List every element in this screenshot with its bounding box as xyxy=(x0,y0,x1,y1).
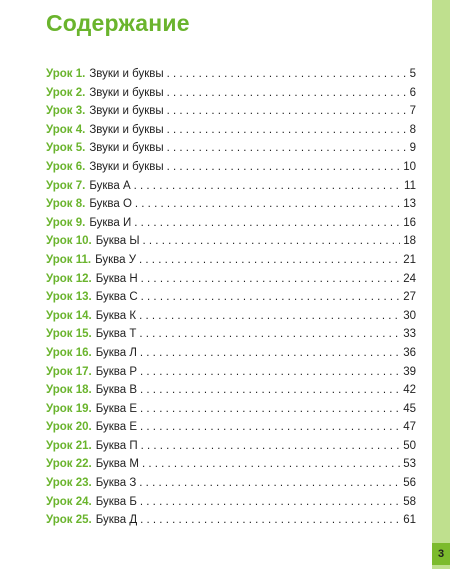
toc-entry-topic: Буква О xyxy=(89,198,132,211)
toc-entry-topic: Звуки и буквы xyxy=(89,68,164,80)
toc-entry-page-number: 61 xyxy=(403,514,416,527)
toc-entry-lesson: Урок 11. xyxy=(46,253,92,266)
toc-entry-lesson: Урок 25. xyxy=(46,514,92,527)
toc-entry-lesson: Урок 4. xyxy=(46,123,86,136)
toc-entry-lesson: Урок 3. xyxy=(46,105,86,118)
toc-entry-topic: Буква Б xyxy=(95,495,137,508)
toc-entry-topic: Звуки и буквы xyxy=(89,123,164,136)
toc-entry-page-number: 33 xyxy=(403,328,416,341)
toc-entry-dot-leader xyxy=(135,198,400,210)
toc-entry xyxy=(46,291,416,310)
toc-entry-dot-leader xyxy=(167,87,407,99)
toc-entry-page-number: 21 xyxy=(403,253,416,266)
toc-entry-topic: Буква Д xyxy=(95,514,138,527)
toc-entry-page-number: 42 xyxy=(403,384,416,397)
toc-entry xyxy=(46,310,416,329)
toc-entry xyxy=(46,254,416,273)
toc-entry-lesson: Урок 9. xyxy=(46,216,86,229)
toc-entry-dot-leader xyxy=(139,310,400,322)
page-title: Содержание xyxy=(46,10,190,36)
toc-entry xyxy=(46,366,416,385)
toc-entry-topic: Буква С xyxy=(95,291,138,304)
toc-entry xyxy=(46,235,416,254)
toc-entry-page-number: 11 xyxy=(404,179,416,192)
toc-entry-topic: Буква З xyxy=(95,477,137,490)
toc-entry-topic: Звуки и буквы xyxy=(89,142,164,155)
toc-entry-lesson: Урок 2. xyxy=(46,86,86,99)
toc-entry xyxy=(46,421,416,440)
toc-entry-page-number: 27 xyxy=(403,291,416,304)
toc-entry-lesson: Урок 15. xyxy=(46,328,92,341)
toc-entry xyxy=(46,68,416,87)
toc-entry-dot-leader xyxy=(134,180,401,192)
toc-entry-page-number: 58 xyxy=(403,495,416,508)
toc-entry-lesson: Урок 19. xyxy=(46,402,92,415)
toc-entry-page-number: 16 xyxy=(403,216,416,229)
toc-entry-topic: Буква Т xyxy=(95,328,137,341)
toc-entry xyxy=(46,105,416,124)
toc-entry-lesson: Урок 10. xyxy=(46,235,92,248)
toc-entry-topic: Буква Н xyxy=(95,272,138,285)
page-number-tab: 3 xyxy=(432,543,450,565)
toc-entry-dot-leader xyxy=(143,235,401,247)
toc-entry-page-number: 6 xyxy=(409,86,416,99)
toc-entry-page-number: 13 xyxy=(403,198,416,211)
toc-entry-dot-leader xyxy=(139,328,400,340)
toc-entry-dot-leader xyxy=(167,68,407,80)
toc-entry xyxy=(46,496,416,515)
toc-entry-topic: Буква М xyxy=(95,458,139,471)
toc-entry-dot-leader xyxy=(140,366,400,378)
toc-entry-topic: Звуки и буквы xyxy=(89,160,164,173)
toc-entry-lesson: Урок 13. xyxy=(46,291,92,304)
toc-entry-lesson: Урок 23. xyxy=(46,477,92,490)
toc-entry-topic: Буква И xyxy=(89,216,132,229)
toc-entry-lesson: Урок 21. xyxy=(46,439,92,452)
toc-entry xyxy=(46,477,416,496)
toc-entry-page-number: 53 xyxy=(403,458,416,471)
toc-entry-lesson: Урок 6. xyxy=(46,160,86,173)
toc-entry-dot-leader xyxy=(141,440,401,452)
toc-entry xyxy=(46,161,416,180)
toc-entry-page-number: 30 xyxy=(403,309,416,322)
toc-entry-dot-leader xyxy=(140,403,400,415)
toc-entry-page-number: 5 xyxy=(409,68,416,80)
toc-entry xyxy=(46,273,416,292)
toc-entry-dot-leader xyxy=(140,514,400,526)
toc-entry-dot-leader xyxy=(167,105,407,117)
toc-entry-topic: Буква Л xyxy=(95,346,137,359)
toc-entry-lesson: Урок 5. xyxy=(46,142,86,155)
table-of-contents xyxy=(46,68,416,533)
toc-entry-lesson: Урок 17. xyxy=(46,365,92,378)
toc-entry-page-number: 36 xyxy=(403,346,416,359)
toc-entry-topic: Звуки и буквы xyxy=(89,105,164,118)
toc-entry-page-number: 39 xyxy=(403,365,416,378)
toc-entry-page-number: 9 xyxy=(409,142,416,155)
toc-entry xyxy=(46,514,416,533)
toc-entry-page-number: 24 xyxy=(403,272,416,285)
toc-entry-topic: Буква Е xyxy=(95,402,138,415)
toc-entry-dot-leader xyxy=(141,291,401,303)
toc-entry-dot-leader xyxy=(140,384,400,396)
toc-entry-dot-leader xyxy=(140,421,400,433)
toc-entry xyxy=(46,347,416,366)
toc-entry-topic: Буква Ы xyxy=(95,235,140,248)
toc-entry-lesson: Урок 24. xyxy=(46,495,92,508)
toc-entry-page-number: 7 xyxy=(409,105,416,118)
toc-entry xyxy=(46,328,416,347)
toc-entry-dot-leader xyxy=(167,124,407,136)
toc-entry-page-number: 47 xyxy=(403,421,416,434)
toc-entry-dot-leader xyxy=(142,458,400,470)
toc-entry-page-number: 18 xyxy=(403,235,416,248)
toc-entry xyxy=(46,142,416,161)
toc-entry-lesson: Урок 18. xyxy=(46,384,92,397)
toc-entry-topic: Буква А xyxy=(89,179,131,192)
toc-entry-dot-leader xyxy=(167,161,401,173)
toc-entry-page-number: 45 xyxy=(403,402,416,415)
toc-entry-dot-leader xyxy=(140,347,400,359)
toc-entry-topic: Буква П xyxy=(95,439,138,452)
toc-entry xyxy=(46,440,416,459)
toc-entry-dot-leader xyxy=(139,477,400,489)
toc-entry-topic: Буква К xyxy=(95,309,137,322)
toc-entry-topic: Буква Р xyxy=(95,365,138,378)
toc-entry-dot-leader xyxy=(167,142,407,154)
page-edge-stripe xyxy=(432,0,450,569)
toc-entry-topic: Буква Е xyxy=(95,421,138,434)
toc-entry-lesson: Урок 16. xyxy=(46,346,92,359)
toc-entry-page-number: 56 xyxy=(403,477,416,490)
toc-entry-topic: Звуки и буквы xyxy=(89,86,164,99)
toc-entry xyxy=(46,217,416,236)
toc-entry-dot-leader xyxy=(139,254,400,266)
toc-entry-lesson: Урок 20. xyxy=(46,421,92,434)
toc-entry xyxy=(46,458,416,477)
toc-entry-lesson: Урок 8. xyxy=(46,198,86,211)
toc-entry-lesson: Урок 22. xyxy=(46,458,92,471)
toc-entry-lesson: Урок 12. xyxy=(46,272,92,285)
toc-entry xyxy=(46,384,416,403)
toc-entry xyxy=(46,198,416,217)
toc-entry-page-number: 10 xyxy=(403,160,416,173)
toc-entry xyxy=(46,124,416,143)
toc-entry-topic: Буква В xyxy=(95,384,138,397)
toc-entry-dot-leader xyxy=(140,496,400,508)
toc-entry xyxy=(46,87,416,106)
toc-entry-page-number: 8 xyxy=(409,123,416,136)
toc-entry-topic: Буква У xyxy=(95,253,137,266)
toc-entry-page-number: 50 xyxy=(403,439,416,452)
toc-entry xyxy=(46,180,416,199)
toc-entry-lesson: Урок 1. xyxy=(46,68,86,80)
toc-entry-lesson: Урок 7. xyxy=(46,179,86,192)
toc-entry xyxy=(46,403,416,422)
toc-entry-lesson: Урок 14. xyxy=(46,309,92,322)
toc-entry-dot-leader xyxy=(141,273,401,285)
toc-entry-dot-leader xyxy=(134,217,400,229)
